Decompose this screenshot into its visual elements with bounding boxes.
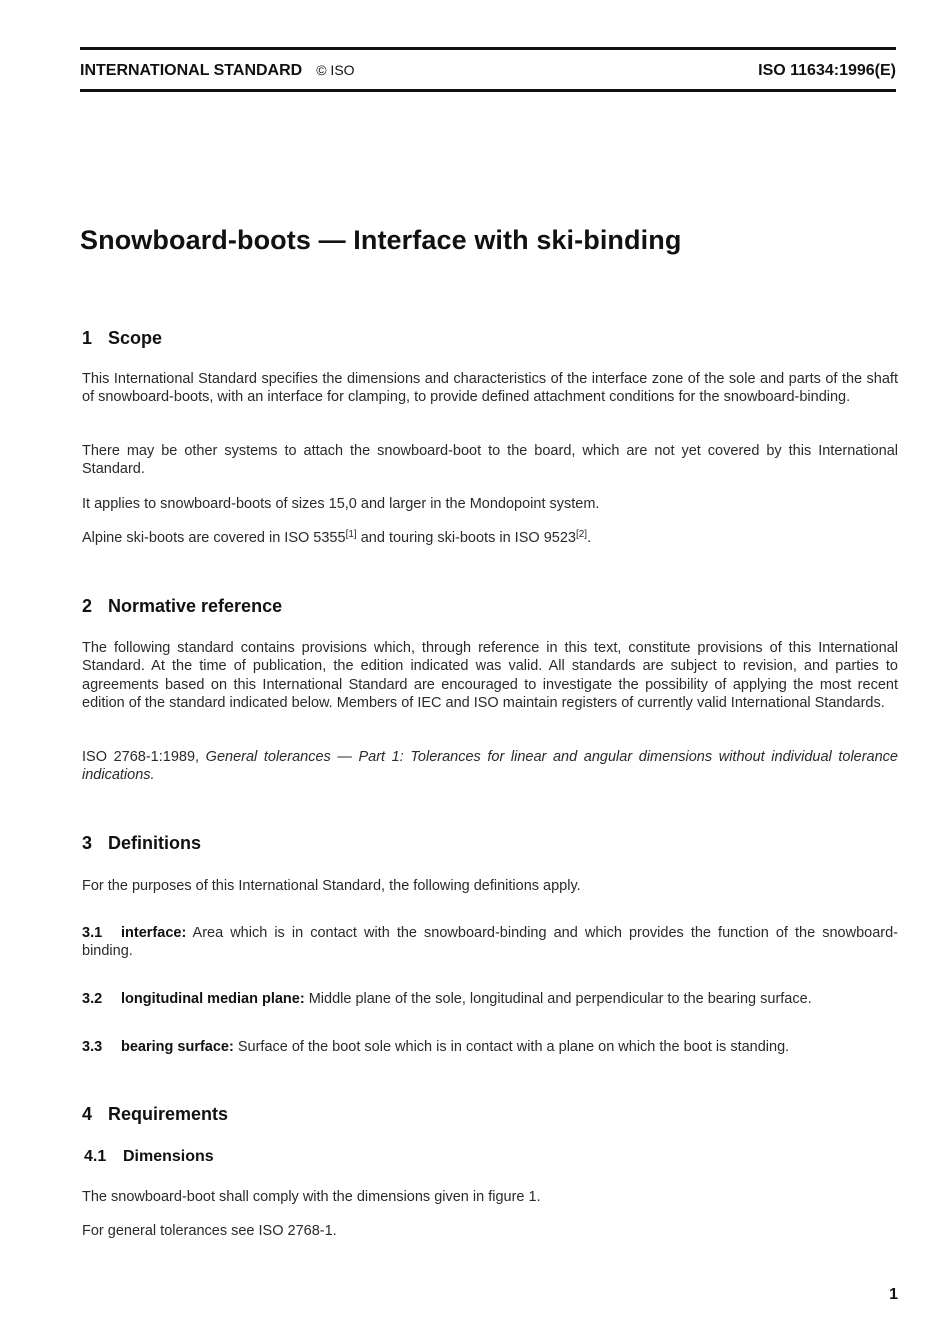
- scope-paragraph-3: It applies to snowboard-boots of sizes 15,0 and larger in the Mondopoint system.: [82, 496, 600, 512]
- requirements-paragraph-2: For general tolerances see ISO 2768-1.: [82, 1223, 337, 1239]
- normative-paragraph: The following standard contains provisions which, through reference in this text, constitute provisions of this International Standard. At the time of publication, the edition indicated was valid. All standards are subject to revision, and parties to agreements based on this International Standard are encouraged to investigate the possibility of applying the most recent edition of the standard indicated below. Members of IEC and ISO maintain registers of currently valid International Standards.: [82, 640, 898, 712]
- scope-paragraph-1: This International Standard specifies the dimensions and characteristics of the interface zone of the sole and parts of the shaft of snowboard-boots, with an interface for clamping, to provide defined attachment conditions for the snowboard-binding.: [82, 371, 898, 406]
- header-standard-number: ISO 11634:1996(E): [758, 62, 896, 79]
- definition-item: 3.1 interface: Area which is in contact with the snowboard-binding and which provides the function of the snowboard-binding.: [82, 925, 898, 960]
- section-scope-heading: 1 Scope: [82, 328, 163, 348]
- subsection-dimensions-heading: 4.1 Dimensions: [84, 1148, 214, 1165]
- scope-paragraph-4: Alpine ski-boots are covered in ISO 5355[1] and touring ski-boots in ISO 9523[2].: [82, 529, 592, 546]
- section-definitions-heading: 3 Definitions: [82, 833, 201, 853]
- reference-1: [1]: [345, 529, 357, 540]
- section-requirements-heading: 4 Requirements: [82, 1104, 229, 1124]
- requirements-paragraph-1: The snowboard-boot shall comply with the dimensions given in figure 1.: [82, 1189, 541, 1205]
- reference-2: [2]: [575, 529, 588, 540]
- definition-item: 3.2 longitudinal median plane: Middle plane of the sole, longitudinal and perpendicular to the bearing surface.: [82, 991, 812, 1007]
- normative-reference-entry: ISO 2768-1:1989, General tolerances — Part 1: Tolerances for linear and angular dimensions without individual tolerance indications.: [82, 749, 898, 784]
- page-number: 1: [889, 1286, 898, 1303]
- header-standard-label: INTERNATIONAL STANDARD © ISO: [80, 62, 355, 79]
- scope-paragraph-2: There may be other systems to attach the snowboard-boot to the board, which are not yet covered by this International Standard.: [82, 443, 898, 478]
- document-title: Snowboard-boots — Interface with ski-binding: [80, 225, 682, 255]
- header-copyright: © ISO: [316, 62, 355, 78]
- definition-item: 3.3 bearing surface: Surface of the boot sole which is in contact with a plane on which the boot is standing.: [82, 1039, 790, 1055]
- page-header: [80, 47, 896, 92]
- section-normative-heading: 2 Normative reference: [82, 596, 283, 616]
- definitions-intro: For the purposes of this International Standard, the following definitions apply.: [82, 878, 581, 894]
